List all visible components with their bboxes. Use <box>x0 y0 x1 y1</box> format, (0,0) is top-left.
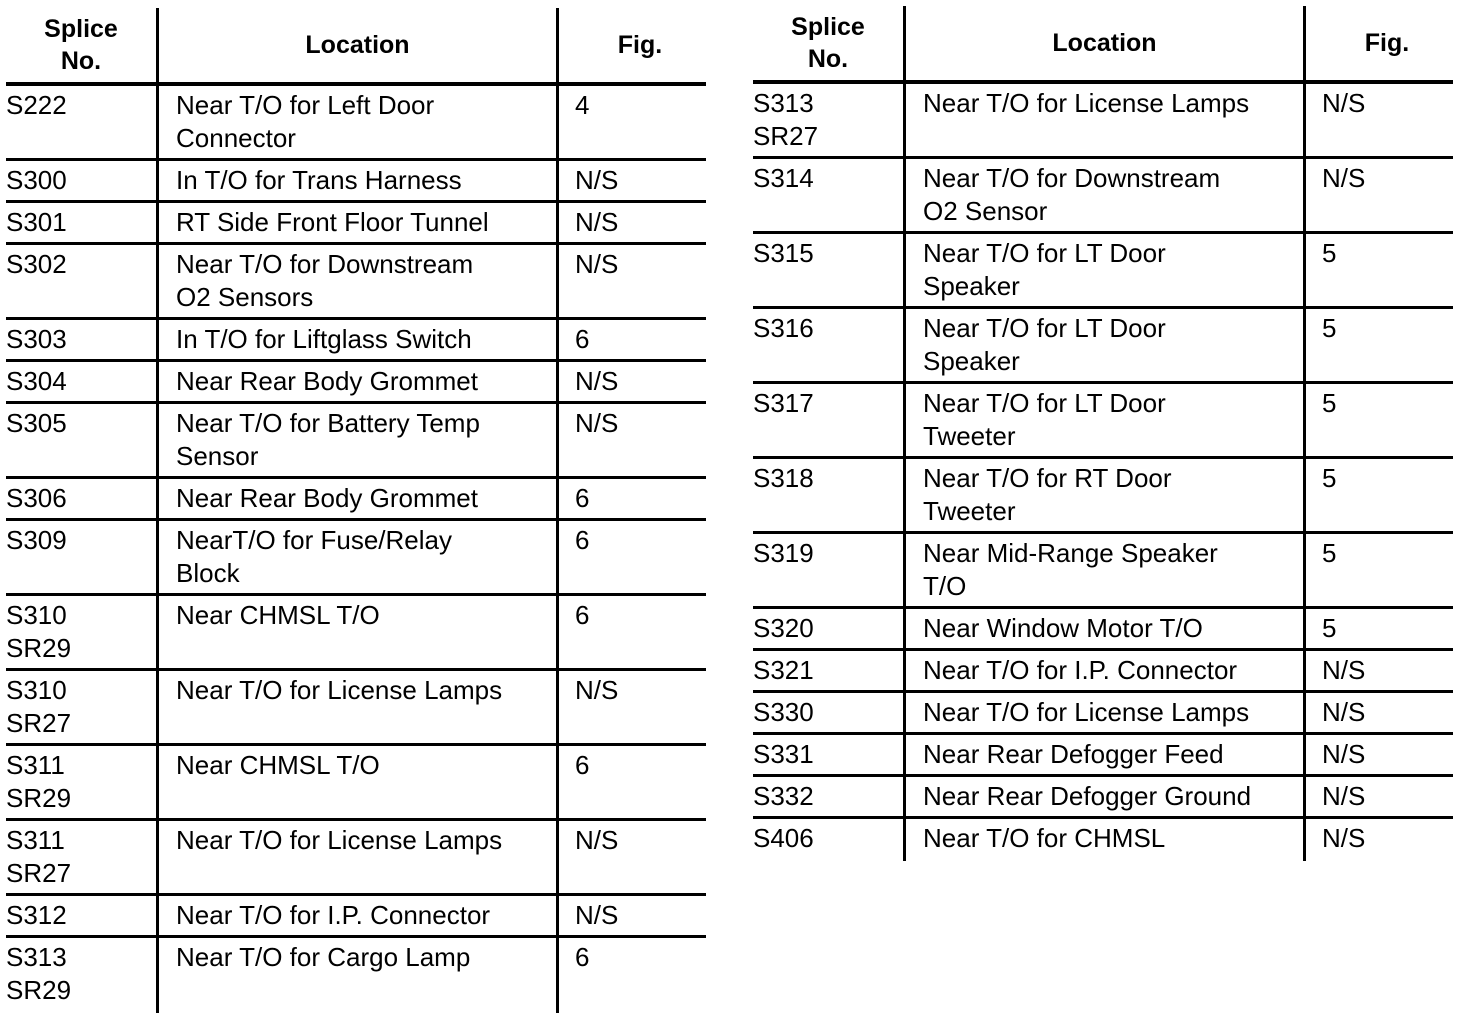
splice-location: Near T/O for RT Door Tweeter <box>903 459 1303 531</box>
splice-location: Near T/O for License Lamps <box>903 84 1303 156</box>
splice-location: Near Rear Defogger Feed <box>903 735 1303 774</box>
figure-ref: N/S <box>556 245 706 317</box>
header-splice-no: Splice No. <box>44 15 118 75</box>
table-row <box>753 534 1453 609</box>
splice-number: S302 <box>6 249 67 279</box>
splice-location: Near Window Motor T/O <box>903 609 1303 648</box>
splice-number: S306 <box>6 483 67 513</box>
table-row <box>753 234 1453 309</box>
figure-ref: N/S <box>1303 777 1453 816</box>
table-row <box>753 735 1453 777</box>
table-row <box>753 159 1453 234</box>
splice-table-left <box>6 8 706 1013</box>
splice-location: Near T/O for License Lamps <box>156 671 556 743</box>
splice-number: S321 <box>753 655 814 685</box>
splice-number: S312 <box>6 900 67 930</box>
figure-ref: N/S <box>1303 693 1453 732</box>
figure-ref: 5 <box>1303 384 1453 456</box>
splice-location: Near Mid-Range Speaker T/O <box>903 534 1303 606</box>
table-row <box>753 84 1453 159</box>
figure-ref: N/S <box>1303 735 1453 774</box>
table-row <box>753 819 1453 861</box>
header-location: Location <box>903 6 1303 80</box>
splice-location: In T/O for Liftglass Switch <box>156 320 556 359</box>
header-location: Location <box>156 8 556 82</box>
table-row <box>6 245 706 320</box>
header-fig: Fig. <box>556 8 706 82</box>
figure-ref: 6 <box>556 596 706 668</box>
splice-number: S406 <box>753 823 814 853</box>
splice-location: Near T/O for Downstream O2 Sensors <box>156 245 556 317</box>
splice-number: S309 <box>6 525 67 555</box>
table-row <box>6 404 706 479</box>
figure-ref: N/S <box>556 404 706 476</box>
splice-number: S301 <box>6 207 67 237</box>
table-header <box>6 8 706 86</box>
splice-location: Near T/O for License Lamps <box>903 693 1303 732</box>
table-row <box>6 86 706 161</box>
figure-ref: 5 <box>1303 534 1453 606</box>
figure-ref: 6 <box>556 521 706 593</box>
table-row <box>6 596 706 671</box>
splice-location: Near T/O for LT Door Speaker <box>903 309 1303 381</box>
splice-location: Near T/O for Left Door Connector <box>156 86 556 158</box>
splice-table-right <box>753 6 1453 861</box>
table-row <box>6 746 706 821</box>
splice-location: Near T/O for LT Door Speaker <box>903 234 1303 306</box>
figure-ref: N/S <box>556 362 706 401</box>
splice-number: S313 SR27 <box>753 88 819 151</box>
splice-location: Near T/O for CHMSL <box>903 819 1303 861</box>
table-row <box>753 609 1453 651</box>
splice-location: Near T/O for Downstream O2 Sensor <box>903 159 1303 231</box>
splice-location: Near Rear Defogger Ground <box>903 777 1303 816</box>
splice-location: Near CHMSL T/O <box>156 596 556 668</box>
table-row <box>6 671 706 746</box>
figure-ref: N/S <box>556 896 706 935</box>
figure-ref: 5 <box>1303 459 1453 531</box>
splice-location: Near Rear Body Grommet <box>156 362 556 401</box>
splice-number: S320 <box>753 613 814 643</box>
header-splice-no: Splice No. <box>791 13 865 73</box>
splice-location: RT Side Front Floor Tunnel <box>156 203 556 242</box>
table-row <box>6 203 706 245</box>
figure-ref: 6 <box>556 320 706 359</box>
splice-number: S313 SR29 <box>6 942 72 1005</box>
figure-ref: 5 <box>1303 234 1453 306</box>
splice-number: S300 <box>6 165 67 195</box>
table-row <box>6 938 706 1013</box>
splice-number: S315 <box>753 238 814 268</box>
splice-location: Near T/O for Cargo Lamp <box>156 938 556 1013</box>
splice-number: S310 SR29 <box>6 600 72 663</box>
figure-ref: 4 <box>556 86 706 158</box>
splice-number: S314 <box>753 163 814 193</box>
figure-ref: N/S <box>556 671 706 743</box>
splice-number: S310 SR27 <box>6 675 72 738</box>
figure-ref: 6 <box>556 479 706 518</box>
figure-ref: N/S <box>556 203 706 242</box>
splice-number: S311 SR29 <box>6 750 72 813</box>
figure-ref: 5 <box>1303 309 1453 381</box>
splice-location: Near T/O for Battery Temp Sensor <box>156 404 556 476</box>
table-row <box>6 362 706 404</box>
splice-location: Near T/O for License Lamps <box>156 821 556 893</box>
table-row <box>6 896 706 938</box>
table-row <box>6 161 706 203</box>
splice-number: S316 <box>753 313 814 343</box>
figure-ref: 6 <box>556 746 706 818</box>
splice-number: S332 <box>753 781 814 811</box>
table-row <box>6 479 706 521</box>
splice-number: S311 SR27 <box>6 825 72 888</box>
table-row <box>753 309 1453 384</box>
splice-number: S317 <box>753 388 814 418</box>
table-row <box>753 777 1453 819</box>
table-row <box>6 521 706 596</box>
figure-ref: N/S <box>1303 819 1453 861</box>
splice-number: S222 <box>6 90 67 120</box>
splice-location: In T/O for Trans Harness <box>156 161 556 200</box>
table-row <box>6 320 706 362</box>
table-row <box>753 459 1453 534</box>
figure-ref: N/S <box>1303 651 1453 690</box>
splice-number: S305 <box>6 408 67 438</box>
table-row <box>753 693 1453 735</box>
figure-ref: 5 <box>1303 609 1453 648</box>
table-row <box>753 384 1453 459</box>
figure-ref: N/S <box>556 821 706 893</box>
figure-ref: N/S <box>1303 159 1453 231</box>
splice-location: Near T/O for I.P. Connector <box>156 896 556 935</box>
table-row <box>6 821 706 896</box>
splice-location: Near T/O for I.P. Connector <box>903 651 1303 690</box>
figure-ref: 6 <box>556 938 706 1013</box>
splice-location: NearT/O for Fuse/Relay Block <box>156 521 556 593</box>
splice-location: Near T/O for LT Door Tweeter <box>903 384 1303 456</box>
table-row <box>753 651 1453 693</box>
splice-number: S319 <box>753 538 814 568</box>
splice-location: Near Rear Body Grommet <box>156 479 556 518</box>
figure-ref: N/S <box>556 161 706 200</box>
splice-number: S304 <box>6 366 67 396</box>
table-header <box>753 6 1453 84</box>
splice-location: Near CHMSL T/O <box>156 746 556 818</box>
figure-ref: N/S <box>1303 84 1453 156</box>
splice-number: S318 <box>753 463 814 493</box>
header-fig: Fig. <box>1303 6 1453 80</box>
splice-number: S331 <box>753 739 814 769</box>
splice-number: S330 <box>753 697 814 727</box>
splice-number: S303 <box>6 324 67 354</box>
